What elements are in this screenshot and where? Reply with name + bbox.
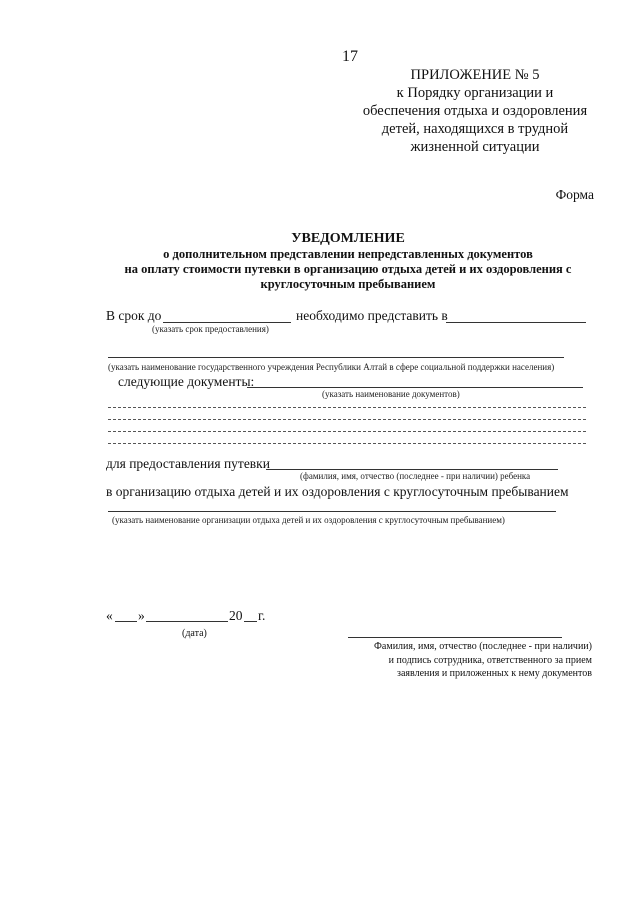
title-sub-line: о дополнительном представлении непредставленных документов xyxy=(163,247,533,261)
following-documents-label: следующие документы: xyxy=(118,374,255,389)
documents-field[interactable] xyxy=(247,387,583,388)
title-main: УВЕДОМЛЕНИЕ xyxy=(291,231,405,246)
voucher-label: для предоставления путевки xyxy=(106,456,270,471)
documents-line[interactable] xyxy=(108,443,586,444)
organization-label: в организацию отдыха детей и их оздоровления с круглосуточным пребыванием xyxy=(106,484,569,499)
signature-caption xyxy=(330,640,592,681)
document-title xyxy=(100,230,596,292)
signature-caption-line: заявления и приложенных к нему документов xyxy=(397,668,592,679)
appendix-line: обеспечения отдыха и оздоровления xyxy=(362,103,588,119)
signature-caption-line: Фамилия, имя, отчество (последнее - при наличии) xyxy=(374,641,592,652)
date-day-field[interactable] xyxy=(115,621,137,622)
date-year-field[interactable] xyxy=(244,621,257,622)
date-caption: (дата) xyxy=(182,628,207,639)
documents-caption: (указать наименование документов) xyxy=(322,389,460,399)
deadline-label: В срок до xyxy=(106,308,162,323)
appendix-header xyxy=(340,66,610,156)
signature-field[interactable] xyxy=(348,637,562,638)
signature-caption-line: и подпись сотрудника, ответственного за прием xyxy=(388,654,592,666)
date-close-quote: » xyxy=(138,608,145,623)
appendix-line: ПРИЛОЖЕНИЕ № 5 xyxy=(410,67,540,83)
appendix-line: к Порядку организации и xyxy=(396,85,554,101)
deadline-caption: (указать срок предоставления) xyxy=(152,324,269,334)
page-number: 17 xyxy=(342,48,358,65)
date-month-field[interactable] xyxy=(146,621,228,622)
organization-field[interactable] xyxy=(108,511,556,512)
child-name-caption: (фамилия, имя, отчество (последнее - при наличии) ребенка xyxy=(300,471,531,481)
submit-to-label: необходимо представить в xyxy=(296,308,448,323)
documents-line[interactable] xyxy=(108,407,586,408)
submit-to-field[interactable] xyxy=(446,322,586,323)
institution-caption: (указать наименование государственного учреждения Республики Алтай в сфере социальной поддержки населения) xyxy=(108,362,555,372)
form-label: Форма xyxy=(555,187,594,202)
child-name-field[interactable] xyxy=(266,469,558,470)
deadline-field[interactable] xyxy=(163,322,291,323)
title-sub-line: круглосуточным пребыванием xyxy=(260,277,436,291)
appendix-line: жизненной ситуации xyxy=(410,139,540,155)
date-year-prefix: 20 xyxy=(229,608,243,623)
institution-field[interactable] xyxy=(108,357,564,358)
documents-line[interactable] xyxy=(108,419,586,420)
documents-line[interactable] xyxy=(108,431,586,432)
date-open-quote: « xyxy=(106,608,113,623)
title-sub-line: на оплату стоимости путевки в организацию отдыха детей и их оздоровления с xyxy=(124,262,572,276)
organization-caption: (указать наименование организации отдыха детей и их оздоровления с круглосуточным пребыванием) xyxy=(112,515,505,525)
appendix-line: детей, находящихся в трудной xyxy=(381,121,569,137)
date-year-suffix: г. xyxy=(258,608,266,623)
